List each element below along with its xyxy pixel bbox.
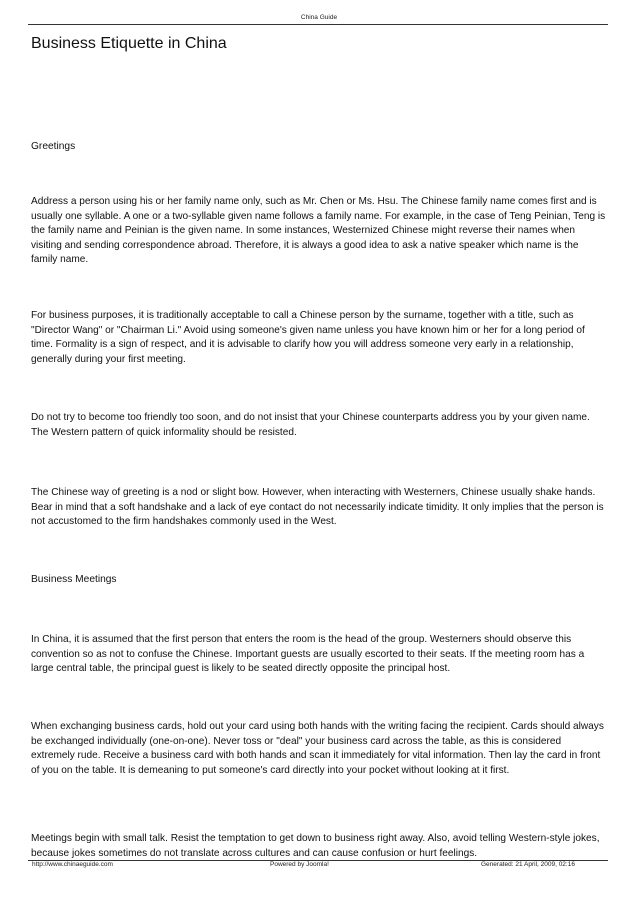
footer-generated-date: Generated: 21 April, 2009, 02:16 <box>481 861 575 868</box>
header-divider <box>28 24 608 25</box>
document-title: Business Etiquette in China <box>31 35 227 52</box>
paragraph: For business purposes, it is traditionally acceptable to call a Chinese person by the surname, together with a title, such as "Director Wang" or "Chairman Li." Avoid using someone's given name unless you have known him or her for a long period of time. Formality is a sign of respect, and it is advisable to clarify how you will address someone very early in a relationship, generally during your first meeting. <box>31 310 585 365</box>
paragraph: When exchanging business cards, hold out your card using both hands with the writing facing the recipient. Cards should always be exchanged individually (one-on-one). Never toss or "deal" your business card across the table, as this is considered extremely rude. Receive a business card with both hands and scan it immediately for vital information. Then lay the card in front of you on the table. It is demeaning to put someone's card directly into your pocket without looking at it first. <box>31 721 604 776</box>
footer-powered-by: Powered by Joomla! <box>270 861 329 868</box>
page-header-title: China Guide <box>300 14 338 21</box>
section-heading-business-meetings: Business Meetings <box>31 574 117 585</box>
section-heading-greetings: Greetings <box>31 141 76 152</box>
paragraph: In China, it is assumed that the first person that enters the room is the head of the group. Westerners should observe this convention so as not to confuse the Chinese. Important guests are usually escorted to their seats. If the meeting room has a large central table, the principal guest is likely to be seated directly opposite the principal host. <box>31 634 585 674</box>
footer-url: http://www.chinaeguide.com <box>32 861 113 868</box>
paragraph: Address a person using his or her family name only, such as Mr. Chen or Ms. Hsu. The Chinese family name comes first and is usually one syllable. A one or a two-syllable given name follows a family name. For example, in the case of Teng Peinian, Teng is the family name and Peinian is the given name. In some instances, Westernized Chinese might reverse their names when visiting and sending correspondence abroad. Therefore, it is always a good idea to ask a native speaker which name is the family name. <box>31 196 606 265</box>
paragraph: Do not try to become too friendly too soon, and do not insist that your Chinese counterparts address you by your given name. The Western pattern of quick informality should be resisted. <box>31 412 590 438</box>
paragraph: The Chinese way of greeting is a nod or slight bow. However, when interacting with Westerners, Chinese usually shake hands. Bear in mind that a soft handshake and a lack of eye contact do not necessarily indicate timidity. It only implies that the person is not accustomed to the firm handshakes commonly used in the West. <box>31 487 604 527</box>
paragraph: Meetings begin with small talk. Resist the temptation to get down to business right away. Also, avoid telling Western-style jokes, because jokes sometimes do not translate across cultures and can cause confusion or hurt feelings. <box>31 833 600 859</box>
